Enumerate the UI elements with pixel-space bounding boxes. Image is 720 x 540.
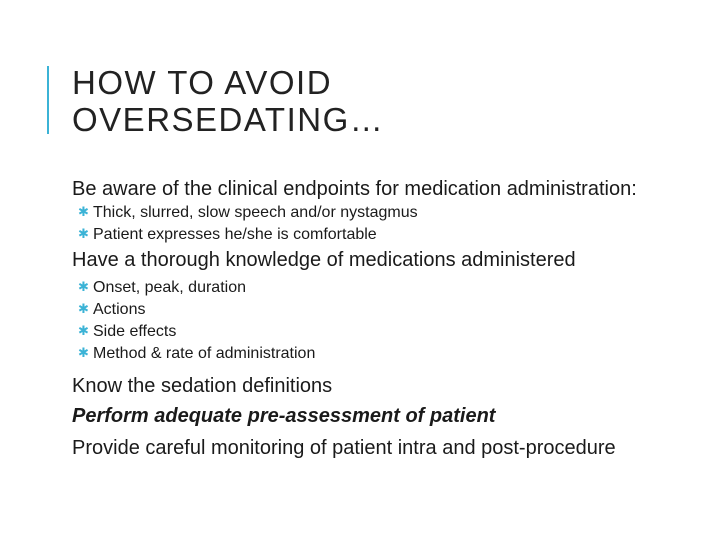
definitions-text: Know the sedation definitions — [72, 375, 333, 397]
slide-body — [72, 180, 672, 458]
monitoring-text: Provide careful monitoring of patient intra and post-procedure — [72, 437, 616, 459]
list-item-text: Method & rate of administration — [93, 345, 316, 362]
slide-title-line-1: HOW TO AVOID — [72, 64, 333, 101]
slide-title — [72, 64, 692, 138]
list-item-text: Thick, slurred, slow speech and/or nystagmus — [93, 204, 418, 221]
knowledge-list — [78, 277, 672, 365]
list-item-text: Side effects — [93, 323, 177, 340]
asterisk-bullet-icon: ✱ — [78, 324, 89, 339]
list-item — [78, 299, 672, 321]
list-item — [78, 224, 672, 246]
list-item — [78, 343, 672, 365]
asterisk-bullet-icon: ✱ — [78, 205, 89, 220]
list-item-text: Patient expresses he/she is comfortable — [93, 226, 377, 243]
title-accent-bar — [47, 66, 49, 134]
preassessment-text: Perform adequate pre-assessment of patient — [72, 405, 496, 427]
list-item — [78, 321, 672, 343]
list-item-text: Onset, peak, duration — [93, 279, 246, 296]
list-item — [78, 202, 672, 224]
slide-title-line-2: OVERSEDATING… — [72, 101, 385, 138]
list-item-text: Actions — [93, 301, 146, 318]
list-item — [78, 277, 672, 299]
asterisk-bullet-icon: ✱ — [78, 280, 89, 295]
knowledge-text: Have a thorough knowledge of medications administered — [72, 249, 576, 271]
asterisk-bullet-icon: ✱ — [78, 346, 89, 361]
asterisk-bullet-icon: ✱ — [78, 302, 89, 317]
endpoints-list — [78, 202, 672, 246]
asterisk-bullet-icon: ✱ — [78, 227, 89, 242]
endpoints-text: Be aware of the clinical endpoints for medication administration: — [72, 178, 637, 200]
